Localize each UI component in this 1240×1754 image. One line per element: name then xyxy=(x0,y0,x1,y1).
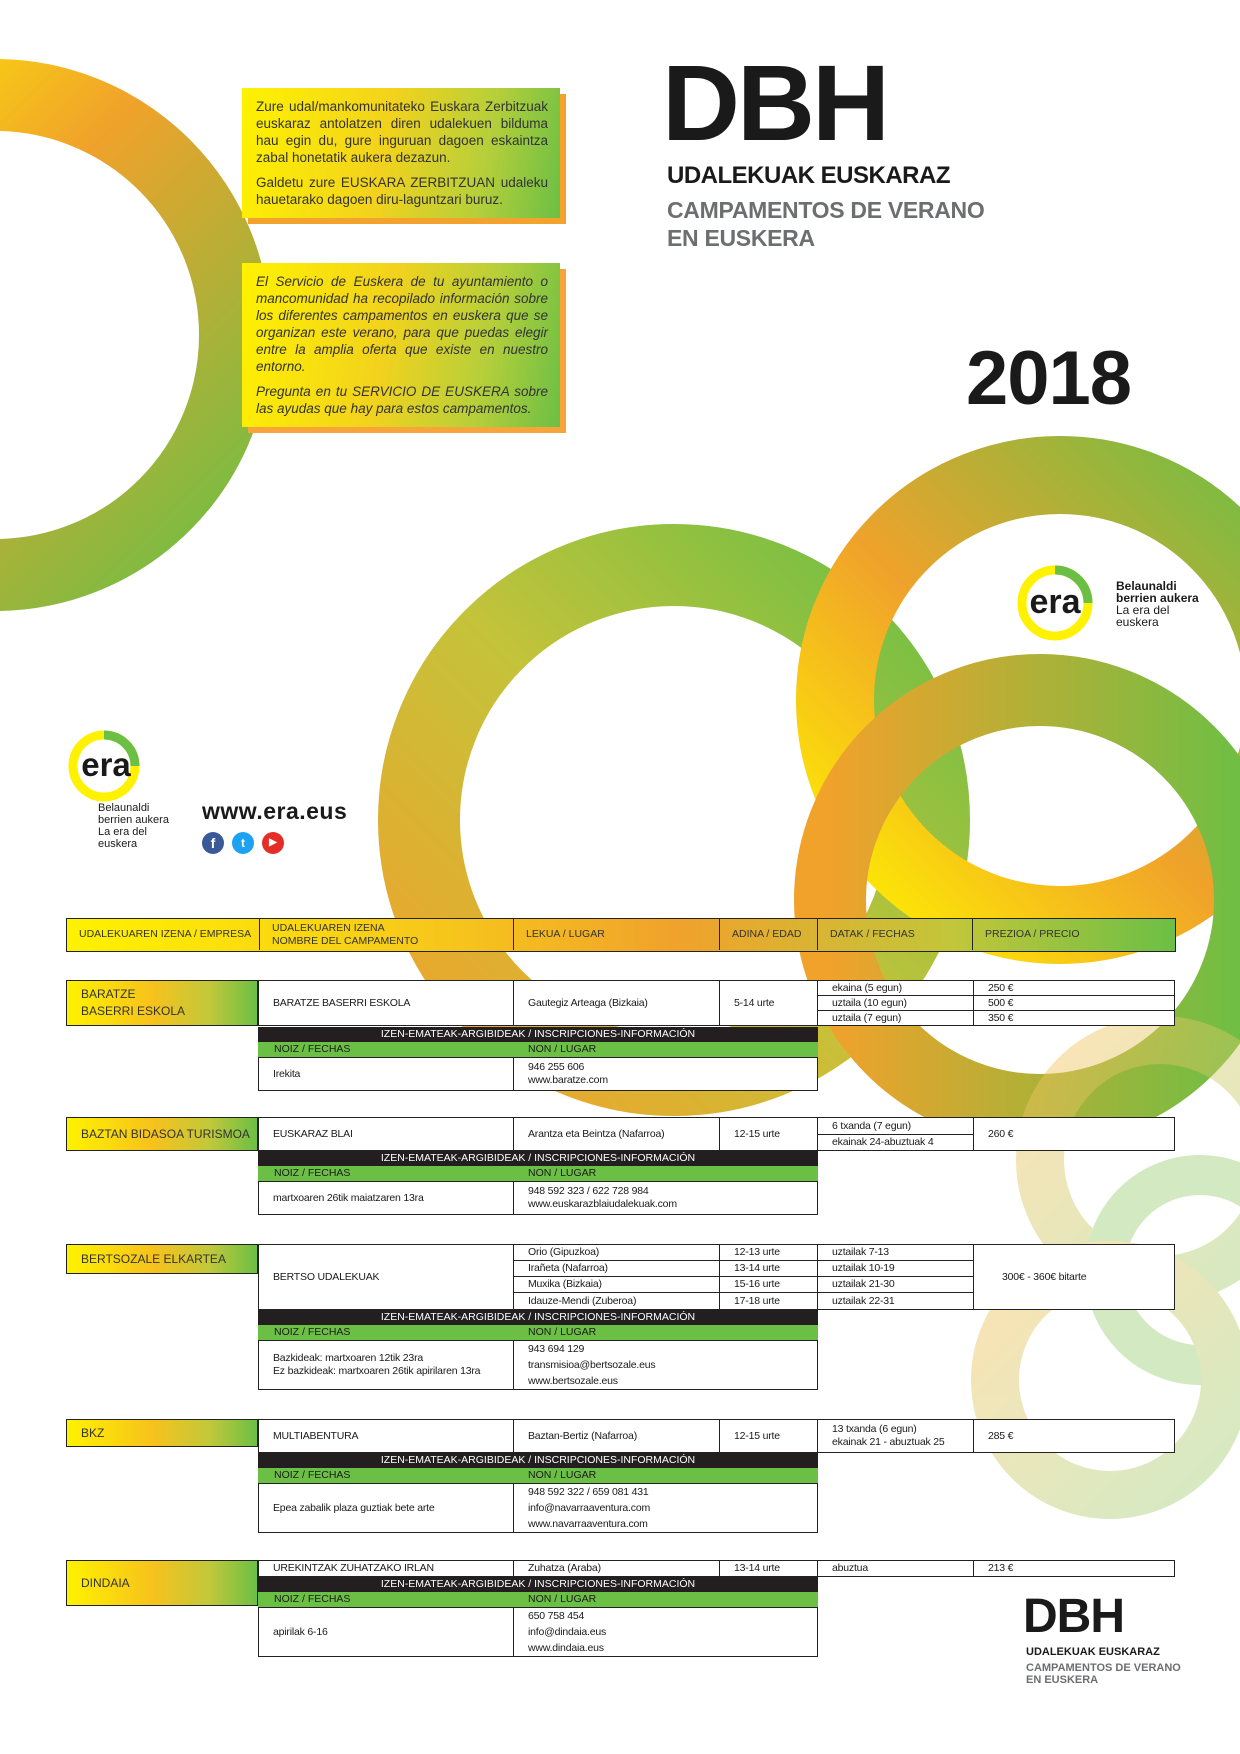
age: 5-14 urte xyxy=(719,980,818,1026)
contact-web[interactable]: www.euskarazblaiudalekuak.com xyxy=(528,1198,677,1210)
contact-phone: 650 758 454 xyxy=(528,1610,585,1622)
header-camp-name-line-2: NOMBRE DEL CAMPAMENTO xyxy=(272,934,419,947)
company-name: BARATZE xyxy=(81,987,136,1001)
info-bar: IZEN-EMATEAK-ARGIBIDEAK / INSCRIPCIONES-INFORMACIÓN xyxy=(258,1151,818,1166)
dates xyxy=(817,1419,974,1453)
contact-phone: 948 592 322 / 659 081 431 xyxy=(528,1486,649,1498)
contact-phone: 946 255 606 xyxy=(528,1061,585,1073)
age: 12-15 urte xyxy=(719,1419,818,1453)
era-tagline-left xyxy=(98,802,169,850)
place: Zuhatza (Araba) xyxy=(513,1560,720,1577)
era-logo-mark-left xyxy=(66,728,142,804)
when-label: NOIZ / FECHAS xyxy=(274,1326,351,1338)
dates-item: uztailak 22-31 xyxy=(817,1292,974,1310)
price: 285 € xyxy=(973,1419,1175,1453)
header-camp-name-line-1: UDALEKUAREN IZENA xyxy=(272,921,385,934)
contact-phone: 943 694 129 xyxy=(528,1343,585,1355)
intro-es-paragraph-2: Pregunta en tu SERVICIO DE EUSKERA sobre las ayudas que hay para estos campamentos. xyxy=(256,384,548,416)
camp-name: BERTSO UDALEKUAK xyxy=(258,1244,514,1310)
contact-email[interactable]: info@navarraaventura.com xyxy=(528,1502,651,1514)
age-item: 15-16 urte xyxy=(719,1276,818,1293)
tagline-line-4: euskera xyxy=(98,838,138,850)
camp-name: BARATZE BASERRI ESKOLA xyxy=(258,980,514,1026)
subtitle-es xyxy=(667,196,1027,252)
price-item: 350 € xyxy=(973,1010,1175,1026)
info-bar: IZEN-EMATEAK-ARGIBIDEAK / INSCRIPCIONES-INFORMACIÓN xyxy=(258,1453,818,1468)
tagline-line-4: euskera xyxy=(1116,615,1159,629)
footer-subtitle-es-line-2: EN EUSKERA xyxy=(1026,1674,1099,1686)
header-company: UDALEKUAREN IZENA / EMPRESA xyxy=(67,919,260,950)
info-subheader xyxy=(258,1042,818,1057)
place: Baztan-Bertiz (Nafarroa) xyxy=(513,1419,720,1453)
year: 2018 xyxy=(966,336,1132,421)
intro-es-paragraph-1: El Servicio de Euskera de tu ayuntamiento o mancomunidad ha recopilado información sobre los diferentes campamentos en euskera que se organizan este verano, para que puedas elegir entre la amplia oferta que existe en nuestro entorno. xyxy=(256,274,548,374)
company-cell xyxy=(66,980,258,1026)
where-label: NON / LUGAR xyxy=(528,1043,597,1055)
dates: abuztua xyxy=(817,1560,974,1577)
price: 300€ - 360€ bitarte xyxy=(973,1244,1175,1310)
era-logo-mark-right xyxy=(1016,564,1094,642)
subtitle-es-line-1: CAMPAMENTOS DE VERANO xyxy=(667,197,985,223)
registration-dates: apirilak 6-16 xyxy=(258,1607,514,1657)
contact-web[interactable]: www.baratze.com xyxy=(528,1074,608,1086)
price: 213 € xyxy=(973,1560,1175,1577)
registration-non-members: Ez bazkideak: martxoaren 26tik apirilaren 13ra xyxy=(273,1365,481,1377)
dates-item: 6 txanda (7 egun) xyxy=(817,1117,974,1135)
info-subheader xyxy=(258,1592,818,1607)
contact-phone: 948 592 323 / 622 728 984 xyxy=(528,1185,649,1197)
contact-web[interactable]: www.dindaia.eus xyxy=(528,1642,604,1654)
tagline-line-2: berrien aukera xyxy=(98,814,169,826)
info-bar: IZEN-EMATEAK-ARGIBIDEAK / INSCRIPCIONES-INFORMACIÓN xyxy=(258,1577,818,1592)
price-item: 250 € xyxy=(973,980,1175,996)
info-subheader xyxy=(258,1325,818,1340)
place-item: Muxika (Bizkaia) xyxy=(513,1276,720,1293)
registration-dates xyxy=(258,1340,514,1390)
header-place: LEKUA / LUGAR xyxy=(514,919,720,950)
when-label: NOIZ / FECHAS xyxy=(274,1469,351,1481)
dates-item: uztaila (7 egun) xyxy=(817,1010,974,1026)
dates-item: uztailak 21-30 xyxy=(817,1276,974,1293)
tagline-line-1: Belaunaldi xyxy=(1116,579,1177,593)
tagline-line-1: Belaunaldi xyxy=(98,802,150,814)
header-camp-name xyxy=(260,919,514,950)
where-label: NON / LUGAR xyxy=(528,1469,597,1481)
footer-subtitle-eu: UDALEKUAK EUSKARAZ xyxy=(1026,1646,1160,1658)
tagline-line-3: La era del xyxy=(98,826,147,838)
company-cell: DINDAIA xyxy=(66,1560,258,1606)
subtitle-eu: UDALEKUAK EUSKARAZ xyxy=(667,162,950,189)
registration-members: Bazkideak: martxoaren 12tik 23ra xyxy=(273,1352,424,1364)
facebook-icon[interactable]: f xyxy=(202,832,224,854)
youtube-icon[interactable]: ▶ xyxy=(262,832,284,854)
table-header xyxy=(66,918,1176,952)
dates-item: ekaina (5 egun) xyxy=(817,980,974,996)
contact-email[interactable]: transmisioa@bertsozale.eus xyxy=(528,1359,656,1371)
footer-subtitle-es xyxy=(1026,1662,1206,1686)
dates-item: 13 txanda (6 egun) xyxy=(832,1423,917,1435)
subtitle-es-line-2: EN EUSKERA xyxy=(667,225,815,251)
camp-name: MULTIABENTURA xyxy=(258,1419,514,1453)
info-bar: IZEN-EMATEAK-ARGIBIDEAK / INSCRIPCIONES-INFORMACIÓN xyxy=(258,1027,818,1042)
registration-dates: Irekita xyxy=(258,1057,514,1091)
contact-email[interactable]: info@dindaia.eus xyxy=(528,1626,607,1638)
intro-eu-paragraph-2: Galdetu zure EUSKARA ZERBITZUAN udaleku hauetarako dagoen diru-laguntzari buruz. xyxy=(256,175,548,207)
when-label: NOIZ / FECHAS xyxy=(274,1167,351,1179)
company-cell: BERTSOZALE ELKARTEA xyxy=(66,1244,258,1274)
footer-title: DBH xyxy=(1023,1590,1124,1643)
contact-web[interactable]: www.navarraaventura.com xyxy=(528,1518,648,1530)
header-age: ADINA / EDAD xyxy=(720,919,818,950)
when-label: NOIZ / FECHAS xyxy=(274,1043,351,1055)
registration-dates: martxoaren 26tik maiatzaren 13ra xyxy=(258,1181,514,1215)
where-label: NON / LUGAR xyxy=(528,1593,597,1605)
place: Arantza eta Beintza (Nafarroa) xyxy=(513,1117,720,1151)
era-logo-text: era xyxy=(1029,583,1081,621)
dates-item: ekainak 21 - abuztuak 25 xyxy=(832,1436,945,1448)
registration-dates: Epea zabalik plaza guztiak bete arte xyxy=(258,1483,514,1533)
price-item: 500 € xyxy=(973,995,1175,1011)
place-item: Orio (Gipuzkoa) xyxy=(513,1244,720,1261)
dates-item: ekainak 24-abuztuak 4 xyxy=(817,1134,974,1151)
contact-info xyxy=(513,1181,818,1215)
age: 12-15 urte xyxy=(719,1117,818,1151)
svg-text:era: era xyxy=(81,746,131,783)
place: Gautegiz Arteaga (Bizkaia) xyxy=(513,980,720,1026)
company-name-line-2: BASERRI ESKOLA xyxy=(81,1004,186,1018)
intro-box-es xyxy=(242,263,560,427)
era-tagline-right xyxy=(1116,580,1199,628)
place-item: Idauze-Mendi (Zuberoa) xyxy=(513,1292,720,1310)
contact-web[interactable]: www.bertsozale.eus xyxy=(528,1375,618,1387)
contact-info xyxy=(513,1607,818,1657)
age: 13-14 urte xyxy=(719,1560,818,1577)
place-item: Irañeta (Nafarroa) xyxy=(513,1260,720,1277)
age-item: 17-18 urte xyxy=(719,1292,818,1310)
dates-item: uztailak 7-13 xyxy=(817,1244,974,1261)
footer-subtitle-es-line-1: CAMPAMENTOS DE VERANO xyxy=(1026,1662,1181,1674)
price: 260 € xyxy=(973,1117,1175,1151)
page-title: DBH xyxy=(662,42,887,163)
where-label: NON / LUGAR xyxy=(528,1167,597,1179)
contact-info xyxy=(513,1483,818,1533)
tagline-line-2: berrien aukera xyxy=(1116,591,1199,605)
when-label: NOIZ / FECHAS xyxy=(274,1593,351,1605)
company-cell: BAZTAN BIDASOA TURISMOA xyxy=(66,1117,258,1151)
info-bar: IZEN-EMATEAK-ARGIBIDEAK / INSCRIPCIONES-INFORMACIÓN xyxy=(258,1310,818,1325)
age-item: 12-13 urte xyxy=(719,1244,818,1261)
tagline-line-3: La era del xyxy=(1116,603,1170,617)
header-price: PREZIOA / PRECIO xyxy=(985,928,1080,940)
twitter-icon[interactable]: t xyxy=(232,832,254,854)
info-subheader xyxy=(258,1468,818,1483)
intro-box-eu xyxy=(242,88,560,218)
info-subheader xyxy=(258,1166,818,1181)
contact-info xyxy=(513,1057,818,1091)
contact-info xyxy=(513,1340,818,1390)
camp-name: UREKINTZAK ZUHATZAKO IRLAN xyxy=(258,1560,514,1577)
where-label: NON / LUGAR xyxy=(528,1326,597,1338)
dates-item: uztaila (10 egun) xyxy=(817,995,974,1011)
company-cell: BKZ xyxy=(66,1419,258,1447)
intro-eu-paragraph-1: Zure udal/mankomunitateko Euskara Zerbitzuak euskaraz antolatzen diren udalekuen bilduma hau egin du, gure inguruan dagoen eskaintza zabal honetatik aukera dezazun. xyxy=(256,99,548,165)
camp-name: EUSKARAZ BLAI xyxy=(258,1117,514,1151)
header-dates: DATAK / FECHAS xyxy=(818,919,973,950)
website-link[interactable]: www.era.eus xyxy=(202,798,348,824)
dates-item: uztailak 10-19 xyxy=(817,1260,974,1277)
age-item: 13-14 urte xyxy=(719,1260,818,1277)
